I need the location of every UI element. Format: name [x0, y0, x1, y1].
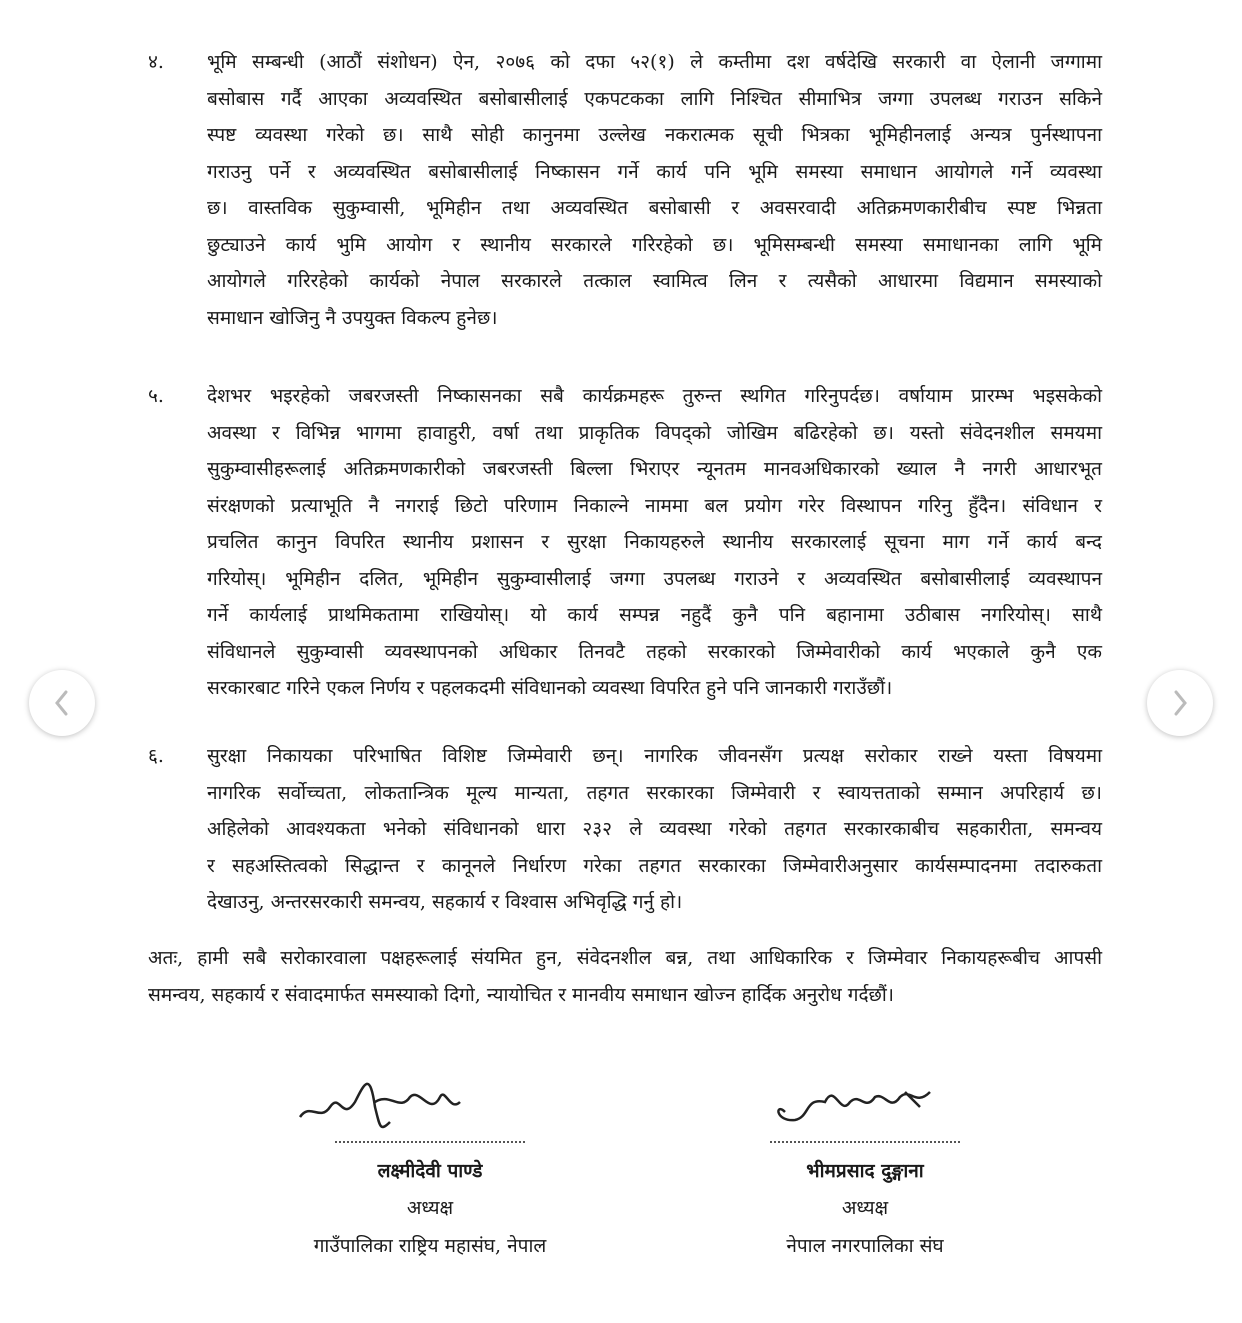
- signature-block: [665, 1062, 1065, 1265]
- handwritten-signature: [715, 1062, 1015, 1137]
- paragraph-line: भूमि सम्बन्धी (आठौं संशोधन) ऐन, २०७६ को दफा ५२(१) ले कम्तीमा दश वर्षदेखि सरकारी वा ऐलानी जग्गामा: [207, 51, 1102, 73]
- paragraph-line: छ। वास्तविक सुकुम्वासी, भूमिहीन तथा अव्यवस्थित बसोबासी र अवसरवादी अतिक्रमणकारीबीच स्पष्ट भिन्नता: [207, 197, 1102, 219]
- handwritten-signature: [280, 1062, 580, 1137]
- paragraph-line: स्पष्ट व्यवस्था गरेको छ। साथै सोही कानुनमा उल्लेख नकरात्मक सूची भित्रका भूमिहीनलाई अन्यत्र पुर्नस्थापना: [207, 124, 1102, 146]
- chevron-right-icon: [1169, 688, 1191, 718]
- paragraph-line: अवस्था र विभिन्न भागमा हावाहुरी, वर्षा तथा प्राकृतिक विपद्को जोखिम बढिरहेको छ। यस्तो संवेदनशील समयमा: [207, 421, 1102, 444]
- closing-line: अतः, हामी सबै सरोकारवाला पक्षहरूलाई संयमित हुन, संवेदनशील बन्न, तथा आधिकारिक र जिम्मेवार निकायहरूबीच आपसी: [148, 947, 1102, 969]
- paragraph-number: ५.: [148, 385, 164, 407]
- signature-line: [335, 1141, 525, 1143]
- paragraph-line: नागरिक सर्वोच्चता, लोकतान्त्रिक मूल्य मान्यता, तहगत सरकारका जिम्मेवारी र स्वायत्तताको सम्मान अपरिहार्य छ।: [207, 781, 1102, 804]
- signature-line: [770, 1141, 960, 1143]
- paragraph-line: गर्ने कार्यलाई प्राथमिकतामा राखियोस्। यो कार्य सम्पन्न नहुदैं कुनै पनि बहानामा उठीबास नगरियोस्। साथै: [207, 604, 1102, 626]
- signatory-name: भीमप्रसाद दुङ्गाना: [806, 1160, 924, 1182]
- paragraph-line: र सहअस्तित्वको सिद्धान्त र कानूनले निर्धारण गरेका तहगत सरकारका जिम्मेवारीअनुसार कार्यसम्पादनमा तदारुकता: [207, 854, 1102, 877]
- signatory-name: लक्ष्मीदेवी पाण्डे: [377, 1160, 483, 1182]
- paragraph-line: संविधानले सुकुम्वासी व्यवस्थापनको अधिकार तिनवटै तहको सरकारको जिम्मेवारीको कार्य भएकाले कुनै एक: [207, 640, 1102, 663]
- chevron-left-icon: [51, 688, 73, 718]
- paragraph-line: सरकारबाट गरिने एकल निर्णय र पहलकदमी संविधानको व्यवस्था विपरित हुने पनि जानकारी गराउँछौं।: [207, 677, 893, 699]
- paragraph-number: ४.: [148, 51, 164, 73]
- paragraph-line: समाधान खोजिनु नै उपयुक्त विकल्प हुनेछ।: [207, 306, 498, 329]
- paragraph-line: गरियोस्। भूमिहीन दलित, भूमिहीन सुकुम्वासीलाई जग्गा उपलब्ध गराउने र अव्यवस्थित बसोबासीलाई व्यवस्थापन: [207, 567, 1102, 590]
- paragraph-line: छुट्याउने कार्य भुमि आयोग र स्थानीय सरकारले गरिरहेको छ। भूमिसम्बन्धी समस्या समाधानका लागि भूमि: [207, 233, 1102, 256]
- paragraph-number: ६.: [148, 745, 164, 767]
- paragraph-line: देखाउनु, अन्तरसरकारी समन्वय, सहकार्य र विश्वास अभिवृद्धि गर्नु हो।: [207, 891, 683, 913]
- previous-slide-button[interactable]: [29, 670, 95, 736]
- paragraph-line: संरक्षणको प्रत्याभूति नै नगराई छिटो परिणाम निकाल्ने नाममा बल प्रयोग गरेर विस्थापन गरिनु हुँदैन। संविधान र: [207, 494, 1102, 517]
- signatory-organization: नेपाल नगरपालिका संघ: [786, 1235, 944, 1257]
- paragraph-line: सुकुम्वासीहरूलाई अतिक्रमणकारीको जबरजस्ती बिल्ला भिराएर न्यूनतम मानवअधिकारको ख्याल नै नगरी आधारभूत: [207, 458, 1102, 480]
- signature-block: [230, 1062, 630, 1265]
- next-slide-button[interactable]: [1147, 670, 1213, 736]
- closing-line: समन्वय, सहकार्य र संवादमार्फत समस्याको दिगो, न्यायोचित र मानवीय समाधान खोज्न हार्दिक अनुरोध गर्दछौं।: [148, 983, 895, 1006]
- signatory-title: अध्यक्ष: [406, 1197, 454, 1219]
- paragraph-line: प्रचलित कानुन विपरित स्थानीय प्रशासन र सुरक्षा निकायहरुले स्थानीय सरकारलाई सूचना माग गर्ने कार्य बन्द: [207, 531, 1102, 553]
- signatory-title: अध्यक्ष: [841, 1197, 889, 1219]
- paragraph-line: देशभर भइरहेको जबरजस्ती निष्कासनका सबै कार्यक्रमहरू तुरुन्त स्थगित गरिनुपर्दछ। वर्षायाम प्रारम्भ भइसकेको: [207, 385, 1102, 407]
- paragraph-line: अहिलेको आवश्यकता भनेको संविधानको धारा २३२ ले व्यवस्था गरेको तहगत सरकारकाबीच सहकारीता, समन्वय: [207, 818, 1102, 840]
- paragraph-line: बसोबास गर्दै आएका अव्यवस्थित बसोबासीलाई एकपटकका लागि निश्चित सीमाभित्र जग्गा उपलब्ध गराउन सकिने: [207, 87, 1102, 110]
- paragraph-line: आयोगले गरिरहेको कार्यको नेपाल सरकारले तत्काल स्वामित्व लिन र त्यसैको आधारमा विद्यमान समस्याको: [207, 270, 1102, 292]
- paragraph-line: गराउनु पर्ने र अव्यवस्थित बसोबासीलाई निष्कासन गर्ने कार्य पनि भूमि समस्या समाधान आयोगले गर्ने व्यवस्था: [207, 160, 1102, 183]
- paragraph-line: सुरक्षा निकायका परिभाषित विशिष्ट जिम्मेवारी छन्। नागरिक जीवनसँग प्रत्यक्ष सरोकार राख्ने यस्ता विषयमा: [207, 745, 1102, 767]
- signatory-organization: गाउँपालिका राष्ट्रिय महासंघ, नेपाल: [313, 1235, 547, 1257]
